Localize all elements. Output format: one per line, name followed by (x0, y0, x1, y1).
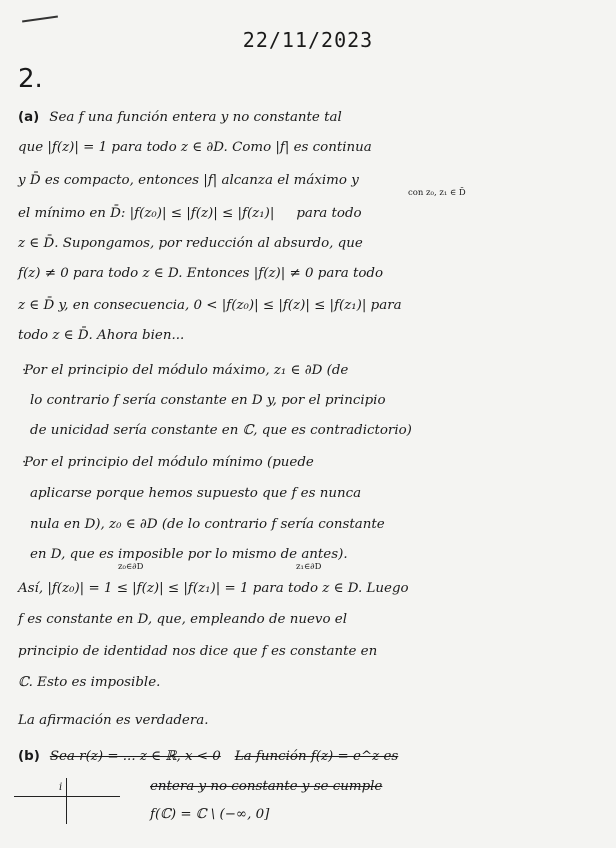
verdict: La afirmación es verdadera. (18, 713, 209, 728)
part-a-line-4: el mínimo en D̄: |f(z₀)| ≤ |f(z)| ≤ |f(z₁)| para todo (18, 206, 362, 221)
conclusion-line-4: ℂ. Esto es imposible. (18, 675, 161, 690)
part-a-line-8: todo z ∈ D̄. Ahora bien... (18, 328, 185, 343)
part-a-line-1: (a) Sea f una función entera y no constante tal (18, 110, 342, 125)
bullet-min-1: · Por el principio del módulo mínimo (puede (24, 448, 604, 478)
part-a-line-5: z ∈ D̄. Supongamos, por reducción al absurdo, que (18, 236, 363, 251)
part-a-line-2: que |f(z)| = 1 para todo z ∈ ∂D. Como |f| es continua (18, 140, 372, 155)
bullet-max-1: · Por el principio del módulo máximo, z₁ ∈ ∂D (de (24, 356, 604, 386)
part-b-line-1 (18, 742, 598, 772)
annotation-z1: z₁∈∂D (296, 562, 322, 572)
corner-pen-mark (22, 16, 58, 23)
sketch-real-axis (14, 796, 120, 797)
part-a-line-6: f(z) ≠ 0 para todo z ∈ D. Entonces |f(z)| ≠ 0 para todo (18, 266, 384, 281)
part-b-line-3: f(ℂ) = ℂ \ (−∞, 0] (150, 807, 270, 822)
struck-text-2: La función f(z) = e^z es (234, 749, 399, 764)
annotation-minmax-points: con z₀, z₁ ∈ D̄ (408, 188, 466, 198)
sketch-imaginary-axis (66, 778, 67, 824)
conclusion-line-2: f es constante en D, que, empleando de nuevo el (18, 612, 347, 627)
bullet-min-3: nula en D), z₀ ∈ ∂D (de lo contrario f sería constante (30, 517, 385, 532)
bullet-max-3: de unicidad sería constante en ℂ, que es contradictorio) (30, 423, 412, 438)
part-a-line-7: z ∈ D̄ y, en consecuencia, 0 < |f(z₀)| ≤ |f(z)| ≤ |f(z₁)| para (18, 298, 402, 313)
part-b-line-2: entera y no constante y se cumple (150, 779, 383, 794)
bullet-min-4: en D, que es imposible por lo mismo de antes). (30, 547, 348, 562)
sketch-axis-label: i (59, 782, 63, 793)
bullet-max-2: lo contrario f sería constante en D y, por el principio (30, 393, 386, 408)
bullet-min-2: aplicarse porque hemos supuesto que f es nunca (30, 486, 362, 501)
conclusion-line-1: Así, |f(z₀)| = 1 ≤ |f(z)| ≤ |f(z₁)| = 1 para todo z ∈ D. Luego (18, 581, 409, 596)
page-date: 22/11/2023 (242, 28, 374, 52)
conclusion-line-3: principio de identidad nos dice que f es constante en (18, 644, 378, 659)
struck-text-1: Sea r(z) = ... z ∈ ℝ, x < 0 (49, 749, 221, 764)
problem-number: 2. (18, 64, 43, 94)
part-a-line-3: y D̄ es compacto, entonces |f| alcanza el máximo y (18, 173, 359, 188)
annotation-z0: z₀∈∂D (118, 562, 144, 572)
part-a-label: (a) (18, 110, 40, 125)
part-b-label: (b) (18, 749, 40, 764)
